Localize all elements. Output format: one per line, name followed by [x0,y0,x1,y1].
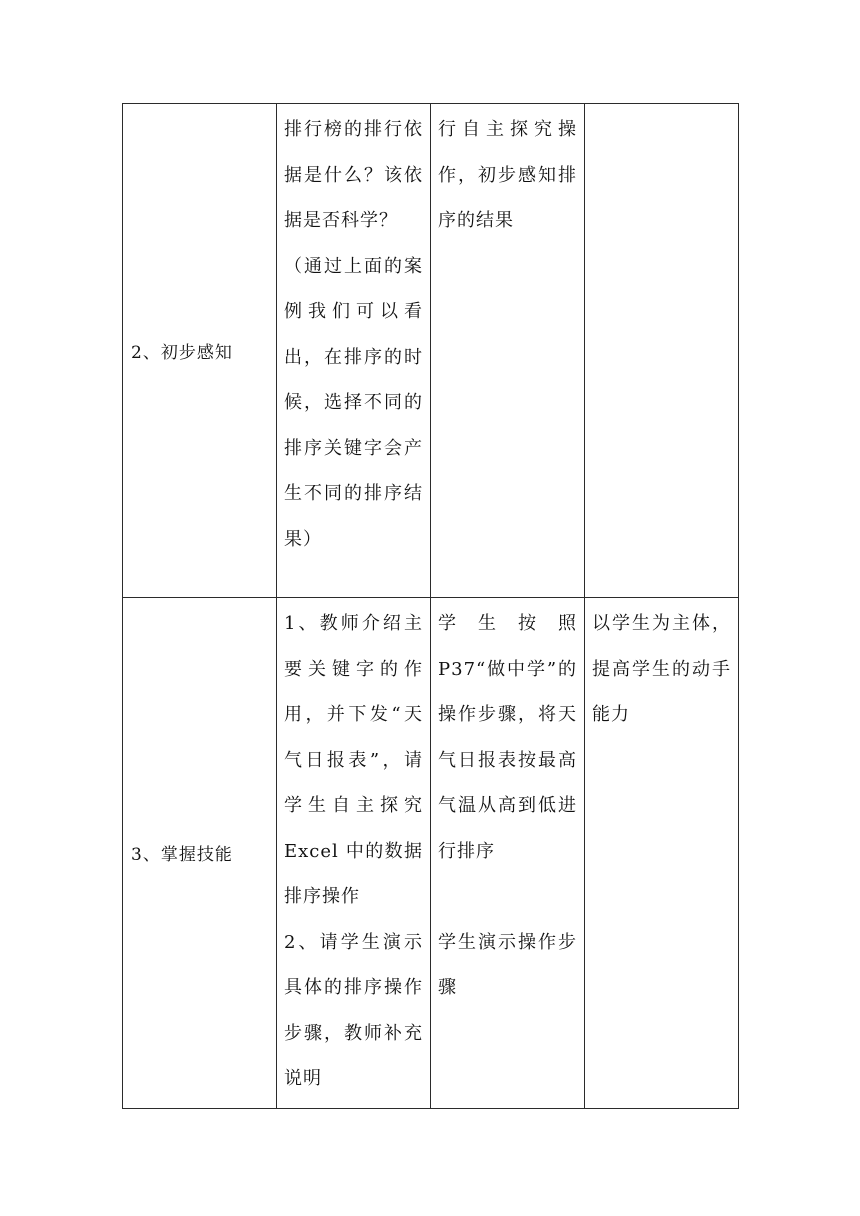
student-activity-cell [431,104,585,598]
teacher-activity-cell [277,104,431,598]
student-activity-cell [431,598,585,1109]
table-row [123,598,739,1109]
stage-label: 3、掌握技能 [131,845,233,866]
teacher-activity-cell [277,598,431,1109]
design-intent-cell [585,104,739,598]
stage-cell [123,104,277,598]
design-intent-cell [585,598,739,1109]
teacher-activity-text: 1、教师介绍主要关键字的作用，并下发“天气日报表”，请学生自主探究 Excel 中的数据排序操作 [284,613,423,907]
design-intent-text: 以学生为主体，提高学生的动手能力 [592,613,731,725]
stage-label: 2、初步感知 [131,343,233,363]
student-activity-text: 学生按照 P37“做中学”的操作步骤，将天气日报表按最高气温从高到低进行排序 [438,613,577,862]
paragraph-gap [438,874,577,920]
lesson-plan-table [122,103,739,1109]
table-row [123,104,739,598]
stage-cell [123,598,277,1109]
teacher-activity-text: （通过上面的案例我们可以看出，在排序的时候，选择不同的排序关键字会产生不同的排序结果） [284,255,423,550]
student-activity-text: 学生演示操作步骤 [438,931,577,998]
teacher-activity-text: 2、请学生演示具体的排序操作步骤，教师补充说明 [284,931,423,1089]
teacher-activity-text: 排行榜的排行依据是什么？该依据是否科学？ [284,119,423,231]
student-activity-text: 行自主探究操作，初步感知排序的结果 [438,119,577,231]
